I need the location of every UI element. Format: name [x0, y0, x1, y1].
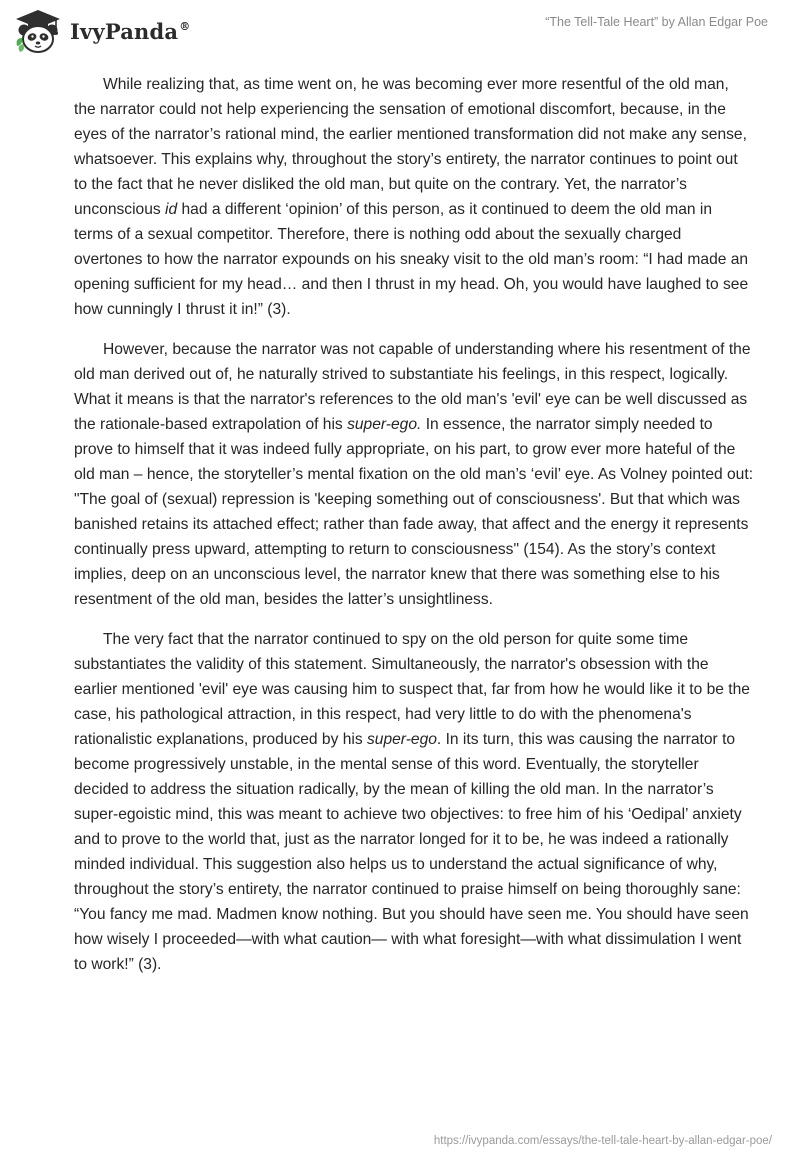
registered-mark: ®: [179, 19, 191, 33]
document-title: “The Tell-Tale Heart” by Allan Edgar Poe: [545, 15, 768, 29]
emphasis-super-ego: super-ego.: [347, 416, 422, 433]
paragraph-text: However, because the narrator was not capable of understanding where his resentment of the old man derived out of, he naturally strived to substantiate his feelings, in this respect, logically. What it means is that the narrator's references to the old man's 'evil' eye can be well discussed as the rationale-based extrapolation of his: [74, 341, 751, 433]
paragraph-text: In essence, the narrator simply needed to prove to himself that it was indeed fully appropriate, on his part, to grow ever more hateful of the old man – hence, the storyteller’s mental fixation on the old man’s ‘evil’ eye. As Volney pointed out: "The goal of (sexual) repression is 'keeping something out of consciousness'. But that which was banished retains its attached effect; rather than fade away, that affect and the energy it represents continually press upward, attempting to return to consciousness" (154). As the story’s context implies, deep on an unconscious level, the narrator knew that there was something else to his resentment of the old man, besides the latter’s unsightliness.: [74, 416, 754, 608]
panda-graduate-icon: [14, 8, 62, 54]
essay-body: [74, 72, 754, 992]
source-url[interactable]: https://ivypanda.com/essays/the-tell-tale-heart-by-allan-edgar-poe/: [433, 1135, 772, 1147]
essay-paragraph: [74, 627, 754, 977]
brand-name: IvyPanda®: [70, 18, 191, 44]
essay-paragraph: [74, 72, 754, 322]
emphasis-super-ego: super-ego: [366, 731, 437, 748]
emphasis-id: id: [165, 201, 178, 218]
paragraph-text: had a different ‘opinion’ of this person, as it continued to deem the old man in terms of a sexual competitor. Therefore, there is nothing odd about the sexually charged overtones to how the narrator expounds on his sneaky visit to the old man’s room: “I had made an opening sufficient for my head… and then I thrust in my head. Oh, you would have laughed to see how cunningly I thrust it in!” (3).: [74, 201, 749, 318]
paragraph-text: . In its turn, this was causing the narrator to become progressively unstable, in the mental sense of this word. Eventually, the storyteller decided to address the situation radically, by the mean of killing the old man. In the narrator’s super-egoistic mind, this was meant to achieve two objectives: to free him of his ‘Oedipal’ anxiety and to prove to the world that, just as the narrator longed for it to be, he was indeed a rationally minded individual. This suggestion also helps us to understand the actual significance of why, throughout the story’s entirety, the narrator continued to praise himself on being thoroughly sane: “You fancy me mad. Madmen know nothing. But you should have seen me. You should have seen how wisely I proceeded—with what caution— with what foresight—with what dissimulation I went to work!” (3).: [74, 731, 749, 973]
essay-paragraph: [74, 337, 754, 612]
page-header: [0, 0, 800, 60]
paragraph-text: The very fact that the narrator continued to spy on the old person for quite some time substantiates the validity of this statement. Simultaneously, the narrator's obsession with the earlier mentioned 'evil' eye was causing him to suspect that, far from how he would like it to be the case, his pathological attraction, in this respect, had very little to do with the phenomena's rationalistic explanations, produced by his: [74, 631, 750, 748]
paragraph-text: While realizing that, as time went on, he was becoming ever more resentful of the old man, the narrator could not help experiencing the sensation of emotional discomfort, because, in the eyes of the narrator’s rational mind, the earlier mentioned transformation did not make any sense, whatsoever. This explains why, throughout the story’s entirety, the narrator continues to point out to the fact that he never disliked the old man, but quite on the contrary. Yet, the narrator’s unconscious: [74, 76, 747, 218]
ivypanda-logo[interactable]: [14, 8, 190, 54]
